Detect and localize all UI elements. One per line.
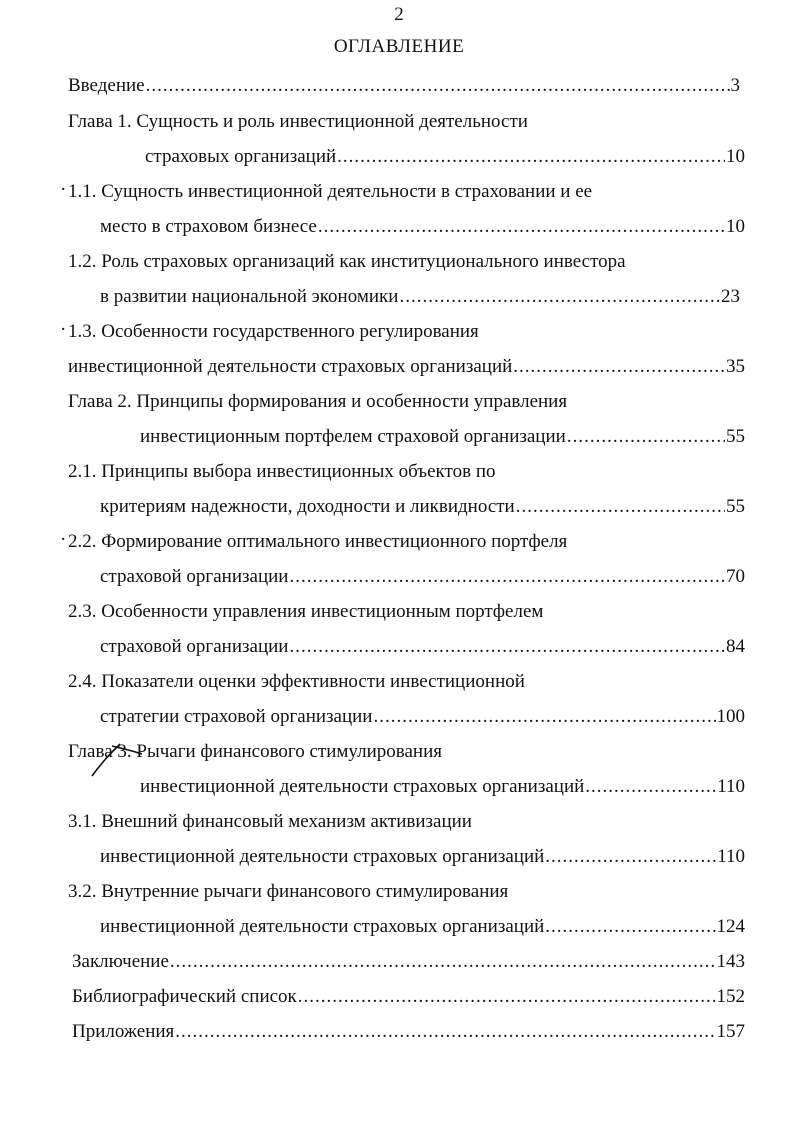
toc-leader-dots [567, 425, 725, 449]
toc-entry-text: инвестиционным портфелем страховой организации [140, 426, 566, 447]
page-number: 2 [394, 4, 404, 25]
toc-leader-dots [318, 215, 725, 239]
toc-entry-text: 2.4. Показатели оценки эффективности инвестиционной [68, 671, 525, 692]
margin-tick-mark: · [60, 529, 67, 550]
toc-entry-heading-line [68, 390, 567, 414]
toc-leader-dots [545, 915, 715, 939]
toc-entry-text: инвестиционной деятельности страховых организаций [100, 846, 545, 867]
toc-page-number: 35 [726, 356, 745, 377]
toc-entry [68, 74, 740, 98]
toc-page-number: 124 [716, 916, 745, 937]
toc-entry-text: инвестиционной деятельности страховых организаций [100, 916, 545, 937]
toc-entry [140, 425, 745, 449]
toc-entry [100, 495, 745, 519]
toc-entry [72, 950, 745, 974]
toc-entry-text: 3.2. Внутренние рычаги финансового стимулирования [68, 881, 509, 902]
toc-entry-text: место в страховом бизнесе [100, 216, 317, 237]
toc-page-number: 3 [730, 75, 740, 96]
toc-entry-heading-line [68, 460, 495, 484]
toc-page-number: 110 [717, 846, 745, 867]
toc-leader-dots [298, 985, 716, 1009]
toc-entry-text: страховых организаций [145, 146, 337, 167]
toc-leader-dots [399, 285, 720, 309]
toc-leader-dots [585, 775, 716, 799]
toc-entry-heading-line [68, 670, 525, 694]
toc-entry-text: Введение [68, 75, 145, 96]
toc-page-number: 10 [726, 146, 745, 167]
toc-entry [100, 705, 745, 729]
toc-entry-text: 2.2. Формирование оптимального инвестиционного портфеля [68, 531, 568, 552]
toc-page-number: 143 [716, 951, 745, 972]
toc-page-number: 55 [726, 426, 745, 447]
toc-entry [68, 355, 745, 379]
toc-entry-heading-line [68, 530, 567, 554]
toc-entry-heading-line [68, 110, 528, 134]
toc-page-number: 10 [726, 216, 745, 237]
toc-leader-dots [146, 74, 730, 98]
toc-entry [145, 145, 745, 169]
toc-leader-dots [289, 565, 725, 589]
toc-entry-text: 2.1. Принципы выбора инвестиционных объектов по [68, 461, 496, 482]
toc-entry-heading-line [68, 250, 626, 274]
toc-entry-text: инвестиционной деятельности страховых организаций [140, 776, 585, 797]
toc-page-number: 110 [717, 776, 745, 797]
toc-leader-dots [289, 635, 725, 659]
toc-entry [100, 285, 740, 309]
toc-page-number: 152 [716, 986, 745, 1007]
toc-entry-text: Глава 3. Рычаги финансового стимулирования [68, 741, 442, 762]
toc-entry-text: 1.2. Роль страховых организаций как институционального инвестора [68, 251, 626, 272]
toc-leader-dots [175, 1020, 715, 1044]
toc-entry-text: критериям надежности, доходности и ликвидности [100, 496, 515, 517]
toc-entry [72, 1020, 745, 1044]
toc-entry-text: инвестиционной деятельности страховых организаций [68, 356, 513, 377]
toc-entry-heading-line [68, 600, 543, 624]
margin-tick-mark: · [60, 179, 67, 200]
toc-entry [72, 985, 745, 1009]
toc-entry-text: Глава 2. Принципы формирования и особенности управления [68, 391, 568, 412]
toc-entry-text: 2.3. Особенности управления инвестиционным портфелем [68, 601, 544, 622]
toc-entry [100, 635, 745, 659]
toc-entry [100, 845, 745, 869]
toc-page-number: 84 [726, 636, 745, 657]
toc-leader-dots [337, 145, 725, 169]
handwritten-strike-mark [90, 740, 150, 780]
toc-leader-dots [516, 495, 725, 519]
toc-entry-text: Глава 1. Сущность и роль инвестиционной деятельности [68, 111, 528, 132]
toc-entry-text: страховой организации [100, 566, 289, 587]
toc-entry [100, 915, 745, 939]
toc-leader-dots [545, 845, 716, 869]
toc-entry-heading-line [68, 320, 479, 344]
toc-entry-text: Библиографический список [72, 986, 297, 1007]
toc-entry [100, 565, 745, 589]
toc-entry-text: 1.3. Особенности государственного регулирования [68, 321, 479, 342]
toc-entry-heading-line [68, 180, 592, 204]
toc-page-number: 55 [726, 496, 745, 517]
toc-entry [100, 215, 745, 239]
toc-title: ОГЛАВЛЕНИЕ [333, 36, 465, 57]
toc-entry-text: страховой организации [100, 636, 289, 657]
toc-entry-text: Приложения [72, 1021, 175, 1042]
toc-page-number: 157 [716, 1021, 745, 1042]
toc-leader-dots [373, 705, 715, 729]
toc-page-number: 70 [726, 566, 745, 587]
toc-leader-dots [170, 950, 716, 974]
toc-entry-text: в развитии национальной экономики [100, 286, 399, 307]
toc-entry-text: стратегии страховой организации [100, 706, 373, 727]
toc-entry-heading-line [68, 810, 472, 834]
toc-page-number: 100 [716, 706, 745, 727]
toc-entry [140, 775, 745, 799]
toc-page-number: 23 [721, 286, 740, 307]
toc-leader-dots [513, 355, 725, 379]
toc-entry-heading-line [68, 880, 508, 904]
margin-tick-mark: · [60, 319, 67, 340]
toc-entry-text: 3.1. Внешний финансовый механизм активизации [68, 811, 472, 832]
toc-entry-text: Заключение [72, 951, 169, 972]
toc-entry-text: 1.1. Сущность инвестиционной деятельности в страховании и ее [68, 181, 593, 202]
